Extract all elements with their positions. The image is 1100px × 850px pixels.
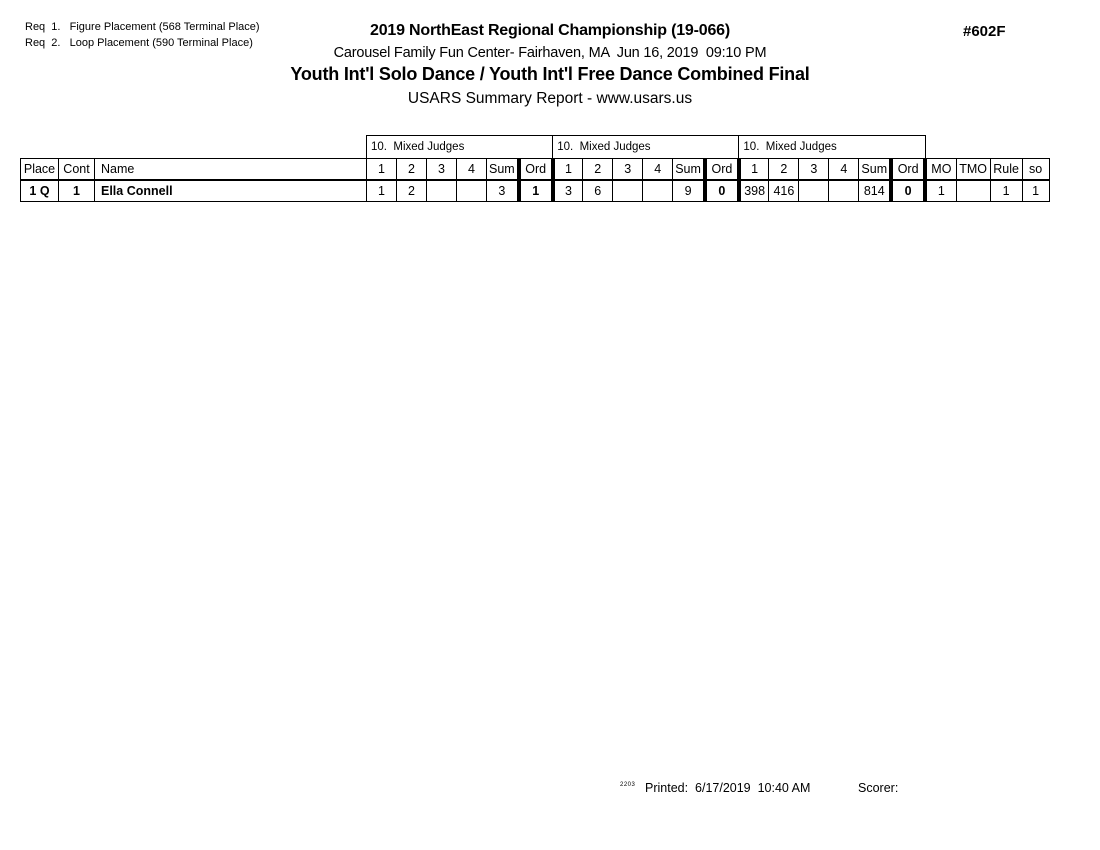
g1-header-judge3: 3 bbox=[427, 159, 457, 181]
g3-header-judge3: 3 bbox=[799, 159, 829, 181]
g3-judge2-score: 416 bbox=[769, 180, 799, 202]
g1-judge3-score bbox=[427, 180, 457, 202]
g2-header-sum: Sum bbox=[673, 159, 705, 181]
g2-header-judge1: 1 bbox=[553, 159, 583, 181]
judge-group-1-header: 10. Mixed Judges bbox=[367, 136, 553, 159]
requirement-line-1: Req 1. Figure Placement (568 Terminal Place) bbox=[25, 21, 260, 33]
skater-name-cell: Ella Connell bbox=[95, 180, 367, 202]
cont-cell: 1 bbox=[59, 180, 95, 202]
g2-header-judge4: 4 bbox=[643, 159, 673, 181]
g3-judge3-score bbox=[799, 180, 829, 202]
printed-timestamp: Printed: 6/17/2019 10:40 AM bbox=[645, 781, 811, 795]
g2-judge4-score bbox=[643, 180, 673, 202]
header-so: so bbox=[1022, 159, 1049, 181]
requirement-line-2: Req 2. Loop Placement (590 Terminal Place) bbox=[25, 37, 253, 49]
g2-header-judge3: 3 bbox=[613, 159, 643, 181]
g2-judge3-score bbox=[613, 180, 643, 202]
g2-header-ord: Ord bbox=[705, 159, 739, 181]
g3-sum-cell: 814 bbox=[859, 180, 891, 202]
g3-header-judge4: 4 bbox=[829, 159, 859, 181]
report-version-mark: 2203 bbox=[620, 782, 636, 788]
results-table bbox=[20, 135, 1050, 202]
header-cont: Cont bbox=[59, 159, 95, 181]
group-row-right-spacer bbox=[925, 136, 1049, 159]
g1-header-judge4: 4 bbox=[457, 159, 487, 181]
g2-sum-cell: 9 bbox=[673, 180, 705, 202]
g1-judge4-score bbox=[457, 180, 487, 202]
g3-header-judge2: 2 bbox=[769, 159, 799, 181]
g1-header-judge1: 1 bbox=[367, 159, 397, 181]
header-place: Place bbox=[21, 159, 59, 181]
g1-judge1-score: 1 bbox=[367, 180, 397, 202]
event-doc-code: #602F bbox=[963, 23, 1006, 40]
g2-judge2-score: 6 bbox=[583, 180, 613, 202]
tmo-cell bbox=[956, 180, 990, 202]
scorer-label: Scorer: bbox=[858, 781, 899, 795]
g2-header-judge2: 2 bbox=[583, 159, 613, 181]
g1-judge2-score: 2 bbox=[397, 180, 427, 202]
mo-cell: 1 bbox=[925, 180, 956, 202]
g3-ord-cell: 0 bbox=[891, 180, 925, 202]
skater-result-row bbox=[21, 180, 1050, 202]
column-header-row bbox=[21, 159, 1050, 181]
header-tmo: TMO bbox=[956, 159, 990, 181]
judge-group-3-header: 10. Mixed Judges bbox=[739, 136, 925, 159]
header-name: Name bbox=[95, 159, 367, 181]
g3-judge4-score bbox=[829, 180, 859, 202]
rule-cell: 1 bbox=[990, 180, 1022, 202]
g3-header-judge1: 1 bbox=[739, 159, 769, 181]
place-cell: 1 Q bbox=[21, 180, 59, 202]
championship-title: 2019 NorthEast Regional Championship (19-066) bbox=[370, 22, 730, 39]
judge-group-header-row bbox=[21, 136, 1050, 159]
g1-header-ord: Ord bbox=[519, 159, 553, 181]
g1-sum-cell: 3 bbox=[487, 180, 519, 202]
report-type-line: USARS Summary Report - www.usars.us bbox=[407, 90, 693, 107]
event-title: Youth Int'l Solo Dance / Youth Int'l Free Dance Combined Final bbox=[290, 64, 810, 84]
g2-judge1-score: 3 bbox=[553, 180, 583, 202]
g3-header-sum: Sum bbox=[859, 159, 891, 181]
judge-group-2-header: 10. Mixed Judges bbox=[553, 136, 739, 159]
g2-ord-cell: 0 bbox=[705, 180, 739, 202]
so-cell: 1 bbox=[1022, 180, 1049, 202]
header-mo: MO bbox=[925, 159, 956, 181]
g3-judge1-score: 398 bbox=[739, 180, 769, 202]
header-rule: Rule bbox=[990, 159, 1022, 181]
g1-ord-cell: 1 bbox=[519, 180, 553, 202]
group-row-left-spacer bbox=[21, 136, 367, 159]
g3-header-ord: Ord bbox=[891, 159, 925, 181]
g1-header-judge2: 2 bbox=[397, 159, 427, 181]
venue-datetime-line: Carousel Family Fun Center- Fairhaven, MA Jun 16, 2019 09:10 PM bbox=[333, 45, 767, 61]
g1-header-sum: Sum bbox=[487, 159, 519, 181]
